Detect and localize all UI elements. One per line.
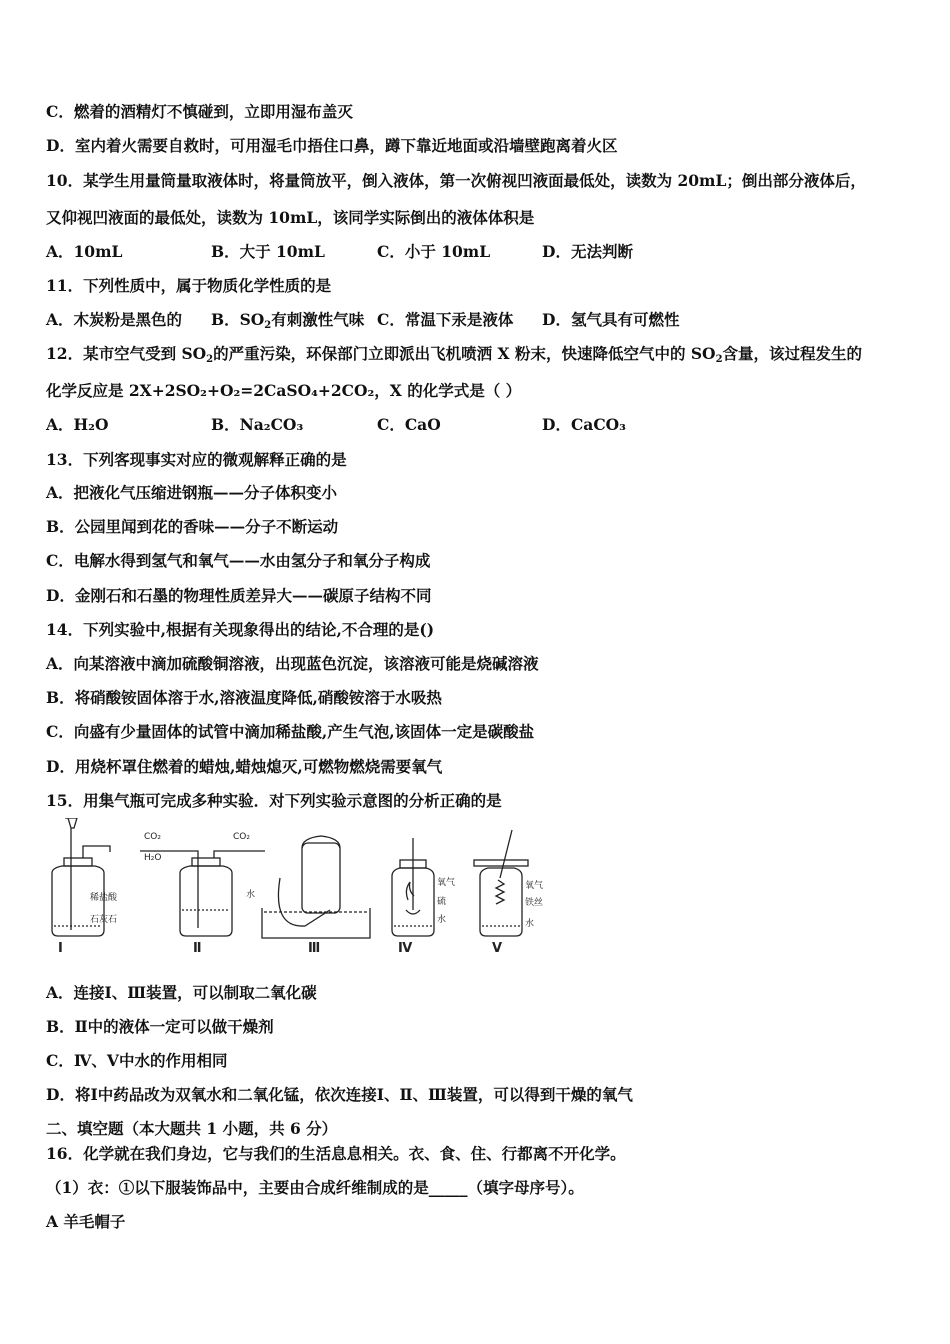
q12-option-d: D．CaCO₃: [542, 415, 626, 434]
label-limestone: 石灰石: [90, 915, 118, 925]
label-oxygen-4: 氧气: [437, 878, 456, 888]
apparatus-5: [474, 830, 528, 936]
q13-option-b: B．公园里闻到花的香味——分子不断运动: [46, 517, 339, 536]
apparatus-3: [262, 836, 370, 938]
q14-stem: 14．下列实验中,根据有关现象得出的结论,不合理的是(): [46, 620, 435, 639]
label-oxygen-5: 氧气: [525, 881, 544, 891]
q15-option-c: C．Ⅳ、Ⅴ中水的作用相同: [46, 1051, 228, 1070]
label-roman-3: Ⅲ: [308, 941, 321, 956]
q12-option-b: B．Na₂CO₃: [211, 415, 304, 434]
label-sulfur: 硫: [437, 897, 447, 907]
q12-option-c: C．CaO: [377, 415, 441, 434]
q11-option-a: A．木炭粉是黑色的: [46, 310, 183, 329]
q13-option-d: D．金刚石和石墨的物理性质差异大——碳原子结构不同: [46, 586, 432, 605]
q10-option-d: D．无法判断: [542, 242, 633, 261]
q11-option-d: D．氢气具有可燃性: [542, 310, 680, 329]
q14-option-d: D．用烧杯罩住燃着的蜡烛,蜡烛熄灭,可燃物燃烧需要氧气: [46, 757, 443, 776]
label-co2-out: CO₂: [233, 832, 250, 842]
q10-stem-2: 又仰视凹液面的最低处，读数为 10mL，该同学实际倒出的液体体积是: [46, 208, 535, 227]
q13-option-a: A．把液化气压缩进钢瓶——分子体积变小: [46, 483, 338, 502]
q14-option-a: A．向某溶液中滴加硫酸铜溶液，出现蓝色沉淀，该溶液可能是烧碱溶液: [46, 654, 539, 673]
q12-option-a: A．H₂O: [46, 415, 109, 434]
q13-stem: 13．下列客现事实对应的微观解释正确的是: [46, 450, 347, 469]
q9-option-d: D．室内着火需要自救时，可用湿毛巾捂住口鼻，蹲下靠近地面或沿墙壁跑离着火区: [46, 136, 618, 155]
q11-stem: 11．下列性质中，属于物质化学性质的是: [46, 276, 332, 295]
q15-apparatus-diagram: [40, 818, 560, 958]
section-2-heading: 二、填空题（本大题共 1 小题，共 6 分）: [46, 1119, 338, 1138]
q12-stem-1: 12．某市空气受到 $SO_2$的严重污染，环保部门立即派出飞机喷洒 X 粉末，快速降低空气中的 $SO_2$含量，该过程发生的: [46, 344, 863, 365]
q13-option-c: C．电解水得到氢气和氧气——水由氢分子和氧分子构成: [46, 551, 431, 570]
q16-option-a: A 羊毛帽子: [46, 1212, 126, 1231]
label-h2o-in: H₂O: [144, 853, 162, 863]
label-co2-in: CO₂: [144, 832, 161, 842]
q14-option-b: B．将硝酸铵固体溶于水,溶液温度降低,硝酸铵溶于水吸热: [46, 688, 442, 707]
label-water-3: 水: [246, 890, 256, 900]
label-iron-wire: 铁丝: [525, 898, 544, 908]
q9-option-c: C．燃着的酒精灯不慎碰到，立即用湿布盖灭: [46, 102, 353, 121]
q15-option-d: D．将Ⅰ中药品改为双氧水和二氧化锰，依次连接Ⅰ、Ⅱ、Ⅲ装置，可以得到干燥的氧气: [46, 1085, 633, 1104]
q10-option-a: A．10mL: [46, 242, 123, 261]
q15-option-a: A．连接Ⅰ、Ⅲ装置，可以制取二氧化碳: [46, 983, 317, 1002]
q10-option-b: B．大于 10mL: [211, 242, 325, 261]
q16-stem: 16．化学就在我们身边，它与我们的生活息息相关。衣、食、住、行都离不开化学。: [46, 1144, 626, 1163]
q11-option-c: C．常温下汞是液体: [377, 310, 514, 329]
q16-part-1: （1）衣：①以下服装饰品中，主要由合成纤维制成的是_____（填字母序号）。: [46, 1178, 584, 1197]
apparatus-4: [392, 838, 434, 936]
label-roman-5: Ⅴ: [492, 941, 503, 956]
label-water-5: 水: [525, 919, 535, 929]
q11-option-b: B．$SO_2$有刺激性气味: [211, 310, 365, 331]
q10-option-c: C．小于 10mL: [377, 242, 491, 261]
label-roman-2: Ⅱ: [193, 941, 202, 956]
label-roman-4: Ⅳ: [398, 941, 413, 956]
q10-stem-1: 10．某学生用量筒量取液体时，将量筒放平，倒入液体，第一次俯视凹液面最低处，读数为 20mL；倒出部分液体后，: [46, 171, 866, 190]
q12-stem-2: 化学反应是 2X+2SO₂+O₂=2CaSO₄+2CO₂，X 的化学式是（ ）: [46, 381, 522, 400]
label-dilute-hcl: 稀盐酸: [90, 893, 118, 903]
label-water-4: 水: [437, 915, 447, 925]
label-roman-1: Ⅰ: [58, 941, 63, 956]
q15-stem: 15．用集气瓶可完成多种实验．对下列实验示意图的分析正确的是: [46, 791, 502, 810]
q14-option-c: C．向盛有少量固体的试管中滴加稀盐酸,产生气泡,该固体一定是碳酸盐: [46, 722, 535, 741]
q15-option-b: B．Ⅱ中的液体一定可以做干燥剂: [46, 1017, 274, 1036]
